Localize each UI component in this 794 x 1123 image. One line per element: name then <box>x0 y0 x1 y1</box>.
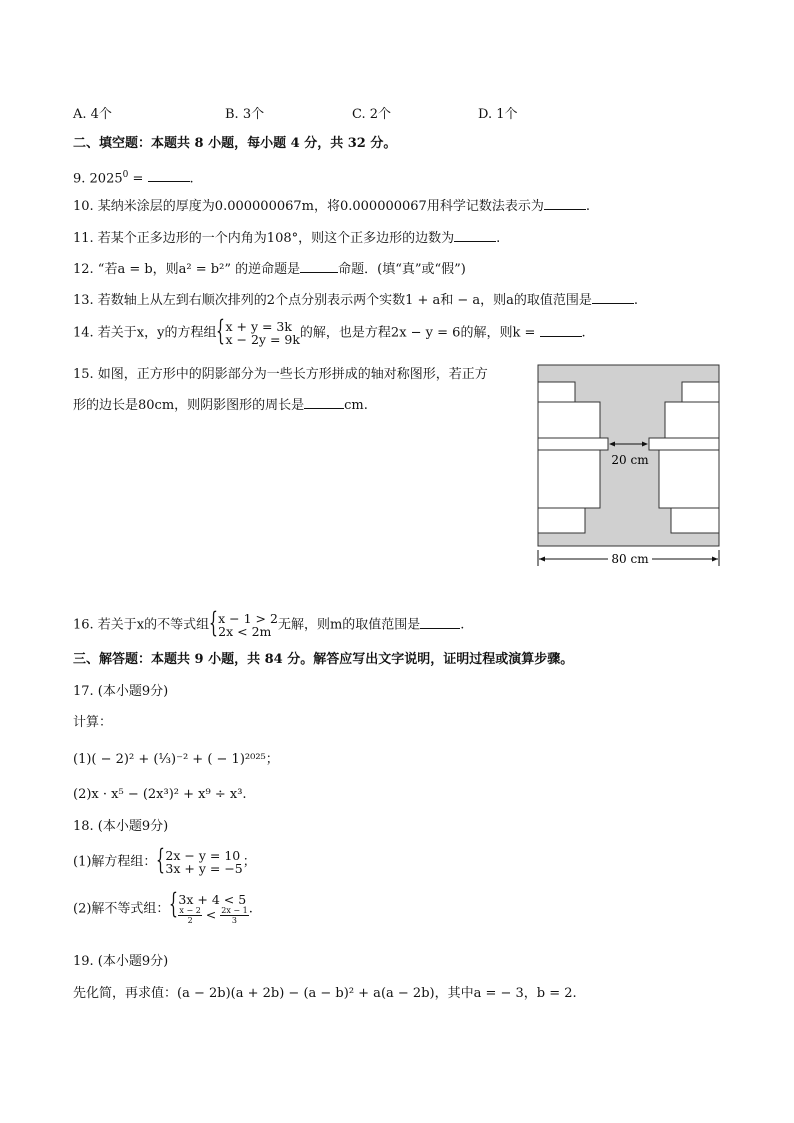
option-a: A. 4个 <box>73 107 112 122</box>
q12-pre: 12. “若a = b，则a² = b²” 的逆命题是 <box>73 262 301 277</box>
q16-eq1: { x − 1 > 2 <box>218 611 278 626</box>
section3-header: 三、解答题：本题共 9 小题，共 84 分。解答应写出文字说明，证明过程或演算步骤。 <box>73 652 574 667</box>
arrow-right-icon <box>712 557 718 562</box>
question-10 <box>73 197 590 216</box>
q18-p1-eq2: 3x + y = −5 <box>165 861 243 876</box>
side-label: 80 cm <box>611 552 649 566</box>
answer-blank[interactable] <box>300 260 338 273</box>
left-rect <box>538 382 575 402</box>
section2-header: 二、填空题：本题共 8 小题，每小题 4 分，共 32 分。 <box>73 136 397 151</box>
left-rect <box>538 508 585 533</box>
q9-sup: 0 <box>122 170 129 180</box>
arrow-left-icon <box>539 557 545 562</box>
q18-p2-system <box>169 893 248 925</box>
q18-part1 <box>73 849 256 875</box>
q16-post: 无解，则m的取值范围是 <box>277 617 421 633</box>
q18-den1: 2 <box>187 916 193 925</box>
q18-p2-eq2: $\frac{x - 2}{2}$ < $\frac{2x - 1}{3}$ <box>179 906 248 925</box>
q14-mid: 的解，也是方程2x − y = 6的解，则k = <box>299 325 540 341</box>
q18-den2: 3 <box>231 916 238 925</box>
q18-p2-end: . <box>248 901 253 917</box>
right-bar <box>649 438 719 450</box>
square-figure <box>530 360 730 572</box>
right-rect <box>671 508 719 533</box>
q18-num2: 2x − 1 <box>221 906 248 915</box>
q14-pre: 14. 若关于x，y的方程组 <box>73 325 217 341</box>
right-rect <box>659 450 719 508</box>
q16-end: . <box>460 617 465 633</box>
question-13 <box>73 291 638 310</box>
q13-end: . <box>633 293 639 308</box>
q14-eq2: x − 2y = 9k <box>225 332 300 347</box>
q11-end: . <box>496 231 501 246</box>
q13-text: 13. 若数轴上从左到右顺次排列的2个点分别表示两个实数1 + a和 − a，则a的取值范围是 <box>73 293 592 308</box>
answer-blank[interactable] <box>454 229 496 242</box>
left-rect <box>538 450 600 508</box>
q14-system <box>216 320 299 346</box>
question-16 <box>73 612 464 638</box>
q18-fraction <box>220 906 248 925</box>
option-d: D. 1个 <box>478 107 518 122</box>
answer-blank[interactable] <box>148 169 190 182</box>
q9-end: . <box>189 171 194 187</box>
question-11 <box>73 229 500 248</box>
q9-eq: = <box>128 171 148 187</box>
left-rect <box>538 402 600 438</box>
option-b: B. 3个 <box>225 107 265 122</box>
q16-system <box>209 612 278 638</box>
answer-blank[interactable] <box>540 324 582 337</box>
q10-end: . <box>585 199 590 214</box>
q15-line2-post: cm. <box>344 398 368 413</box>
q17-part2: (2)x · x⁵ − (2x³)² + x⁹ ÷ x³. <box>73 787 247 802</box>
q19-title: 19. (本小题9分) <box>73 954 169 969</box>
gap-label: 20 cm <box>611 453 649 467</box>
q17-intro: 计算： <box>73 715 113 730</box>
q17-title: 17. (本小题9分) <box>73 684 169 699</box>
q18-p1-pre: (1)解方程组： <box>73 854 157 870</box>
q18-p2-eq1: { 3x + 4 < 5 <box>178 892 247 907</box>
q18-p1-end: ； <box>242 854 256 870</box>
q16-pre: 16. 若关于x的不等式组 <box>73 617 210 633</box>
q17-part1: (1)( − 2)² + (⅓)⁻² + ( − 1)²⁰²⁵； <box>73 752 279 767</box>
answer-blank[interactable] <box>420 616 460 629</box>
left-bar <box>538 438 608 450</box>
q18-p2-pre: (2)解不等式组： <box>73 901 170 917</box>
answer-blank[interactable] <box>544 197 586 210</box>
q14-end: . <box>581 325 586 341</box>
q16-eq2: 2x < 2m <box>218 624 272 639</box>
answer-blank[interactable] <box>304 396 344 409</box>
right-rect <box>665 402 719 438</box>
q14-eq1: { x + y = 3k <box>225 319 292 334</box>
q18-fraction <box>178 906 201 925</box>
q19-text: 先化简，再求值：(a − 2b)(a + 2b) − (a − b)² + a(a − 2b)，其中a = − 3，b = 2. <box>73 986 577 1001</box>
answer-blank[interactable] <box>592 291 634 304</box>
option-c: C. 2个 <box>352 107 392 122</box>
q9-prefix: 9. 2025 <box>73 171 123 187</box>
q18-num1: x − 2 <box>179 906 201 915</box>
q11-text: 11. 若某个正多边形的一个内角为108°，则这个正多边形的边数为 <box>73 231 455 246</box>
question-15-line1: 15. 如图，正方形中的阴影部分为一些长方形拼成的轴对称图形，若正方 <box>73 367 488 382</box>
question-14 <box>73 320 586 346</box>
right-rect <box>682 382 719 402</box>
q18-part2 <box>73 893 253 925</box>
q18-p1-system <box>156 849 242 875</box>
q12-post: 命题．(填“真”或“假”) <box>338 262 466 277</box>
q15-line2-pre: 形的边长是80cm，则阴影图形的周长是 <box>73 398 305 413</box>
question-15-line2 <box>73 396 368 415</box>
q10-text: 10. 某纳米涂层的厚度为0.000000067m，将0.000000067用科学记数法表示为 <box>73 199 544 214</box>
q18-title: 18. (本小题9分) <box>73 819 169 834</box>
q18-p1-eq1: { 2x − y = 10 <box>165 848 241 863</box>
question-9 <box>73 166 194 188</box>
question-12 <box>73 260 466 279</box>
